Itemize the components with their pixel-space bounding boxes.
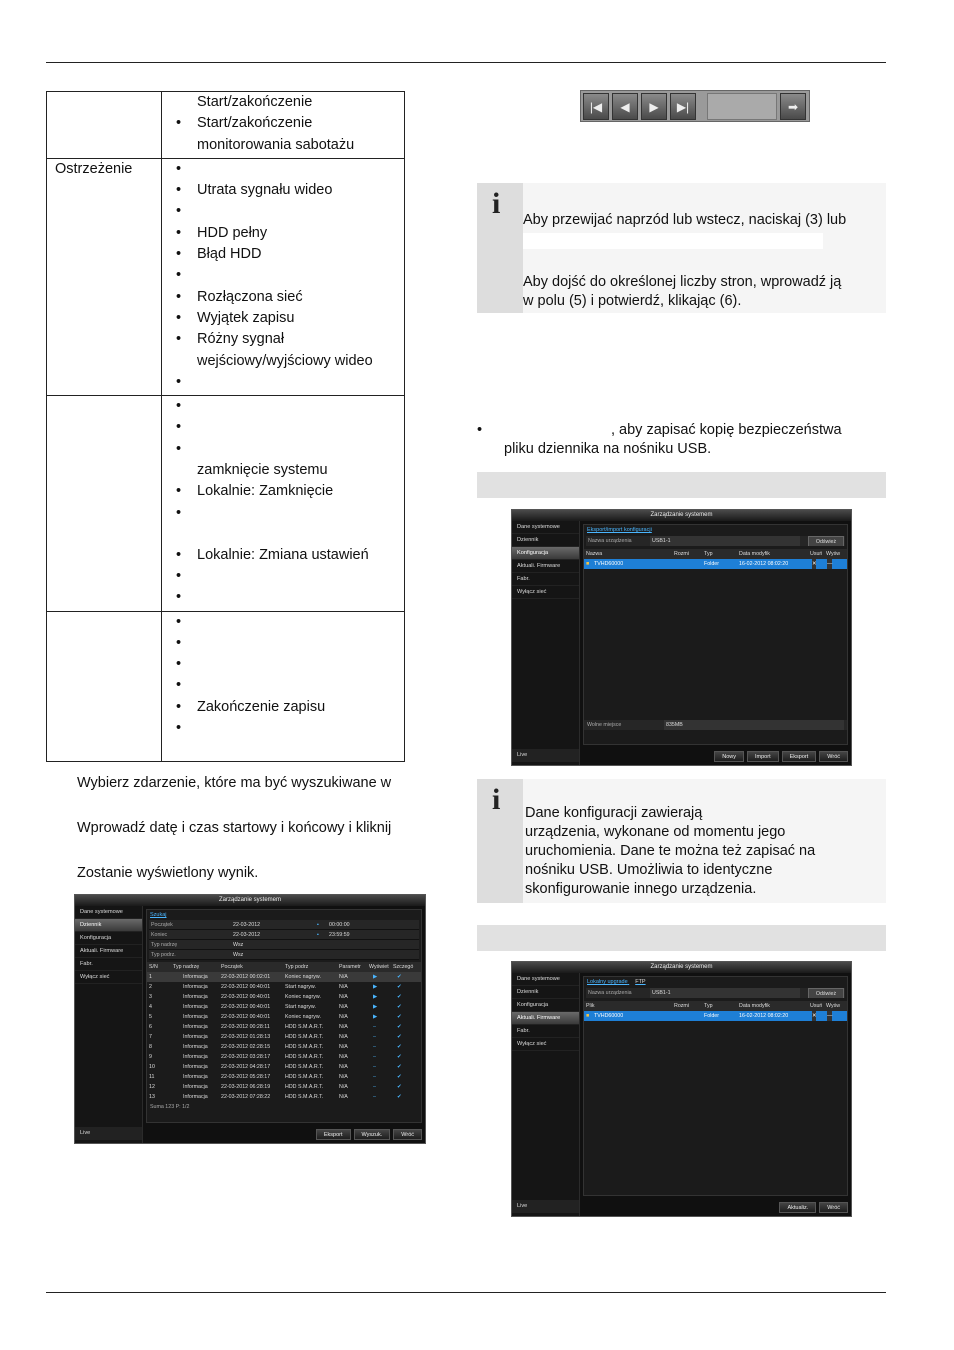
table-cell: 22-03-2012 03:28:17 — [221, 1054, 271, 1060]
delete-icon[interactable]: ✕ — [812, 1013, 817, 1019]
table-row[interactable] — [147, 992, 421, 1002]
play-icon[interactable]: – — [373, 1054, 376, 1060]
sidebar-item-network-off[interactable]: Wyłącz sieć — [75, 971, 142, 984]
table-cell: 5 — [149, 1014, 152, 1020]
table-cell: Informacja — [183, 1074, 208, 1080]
search-field-row[interactable] — [149, 940, 419, 950]
calendar-icon[interactable]: ▪ — [317, 922, 319, 928]
refresh-button[interactable]: Odśwież — [808, 536, 844, 546]
table-cell: 22-03-2012 00:02:01 — [221, 974, 271, 980]
table-cell: Informacja — [183, 1014, 208, 1020]
field-label: Koniec — [151, 932, 168, 938]
table-list-item — [168, 439, 398, 460]
detail-icon[interactable]: ✔ — [397, 1074, 402, 1080]
sidebar-item-factory[interactable]: Fabr. — [75, 958, 142, 971]
live-button[interactable]: Live — [512, 749, 579, 762]
table-cell: 22-03-2012 02:28:15 — [221, 1044, 271, 1050]
play-icon[interactable]: ▶ — [373, 994, 378, 1000]
table-cell: Koniec nagryw. — [285, 994, 321, 1000]
device-label: Nazwa urządzenia — [588, 990, 632, 996]
field-time[interactable]: 00:00:00 — [329, 922, 350, 928]
sidebar-item-log[interactable]: Dziennik — [75, 919, 142, 932]
tab-ftp[interactable]: FTP — [635, 979, 646, 985]
table-cat-4 — [47, 611, 162, 761]
info2-line: urządzenia, wykonane od momentu jego — [525, 824, 786, 840]
table-cell: N/A — [339, 1074, 348, 1080]
table-cell: 13 — [149, 1094, 155, 1100]
page-navigation-bar — [580, 90, 810, 122]
table-cell: 7 — [149, 1034, 152, 1040]
device-select[interactable]: USB1-1 — [650, 536, 800, 546]
table-list-item — [168, 654, 398, 675]
table-row[interactable] — [147, 972, 421, 982]
delete-icon[interactable]: ✕ — [812, 561, 817, 567]
free-space-value: 835MB — [664, 720, 844, 730]
table-cell: HDD S.M.A.R.T. — [285, 1034, 324, 1040]
column-header: Szczegó — [393, 964, 414, 970]
table-list-item — [168, 675, 398, 696]
show-icon[interactable]: — — [827, 561, 833, 567]
export-button[interactable]: Eksport — [782, 751, 817, 762]
search-field-row[interactable] — [149, 930, 419, 940]
table-cell: N/A — [339, 1094, 348, 1100]
table-cell: HDD S.M.A.R.T. — [285, 1074, 324, 1080]
table-cell: TVHD60000 — [594, 561, 624, 567]
column-header: Typ — [704, 1003, 713, 1009]
column-header: Wyśw — [826, 1003, 841, 1009]
detail-icon[interactable]: ✔ — [397, 1014, 402, 1020]
table-list-item: zamknięcie systemu — [197, 462, 328, 479]
search-field-row[interactable] — [149, 920, 419, 930]
table-list-item — [168, 265, 398, 286]
log-search-screenshot — [74, 894, 426, 1144]
table-cell: 9 — [149, 1054, 152, 1060]
import-button[interactable]: Import — [747, 751, 779, 762]
info-box-navigation — [477, 183, 886, 313]
table-list-item — [168, 372, 398, 393]
detail-icon[interactable]: ✔ — [397, 1094, 402, 1100]
table-cell: Informacja — [183, 974, 208, 980]
device-select[interactable]: USB1-1 — [650, 988, 800, 998]
field-value[interactable]: 22-03-2012 — [233, 932, 261, 938]
table-cell: 16-02-2012 08:02:20 — [739, 561, 789, 567]
refresh-button[interactable]: Odśwież — [808, 988, 844, 998]
config-screenshot — [511, 509, 852, 766]
folder-icon: ■ — [586, 561, 590, 567]
table-cell: Start nagryw. — [285, 984, 316, 990]
table-list-item — [168, 159, 398, 180]
info1-line1: Aby przewijać naprzód lub wstecz, naciskaj (3) lub — [523, 212, 847, 228]
search-button[interactable]: Wyszuk. — [354, 1129, 391, 1140]
column-header: Plik — [586, 1003, 595, 1009]
table-list-item: • Rozłączona sieć — [168, 287, 398, 308]
sidebar-item-system-data[interactable]: Dane systemowe — [512, 973, 579, 986]
info2-text — [525, 804, 880, 899]
info2-line: nośniku USB. Umożliwia to identyczne — [525, 862, 773, 878]
export-button[interactable]: Eksport — [316, 1129, 351, 1140]
table-list-item: • Błąd HDD — [168, 244, 398, 265]
table-row[interactable] — [147, 1002, 421, 1012]
show-icon[interactable]: — — [827, 1013, 833, 1019]
table-cell: N/A — [339, 994, 348, 1000]
table-cell: 10 — [149, 1064, 155, 1070]
back-button[interactable]: Wróć — [819, 751, 848, 762]
back-button[interactable]: Wróć — [393, 1129, 422, 1140]
table-cell: 8 — [149, 1044, 152, 1050]
info2-line: uruchomienia. Dane te można też zapisać na — [525, 843, 816, 859]
section-heading-bar-2 — [477, 925, 886, 951]
field-value[interactable]: 22-03-2012 — [233, 922, 261, 928]
table-row[interactable] — [147, 1072, 421, 1082]
table-cell: 2 — [149, 984, 152, 990]
table-cat-1 — [47, 92, 162, 159]
table-list-item — [168, 587, 398, 608]
table-row[interactable] — [147, 1092, 421, 1102]
play-icon[interactable]: – — [373, 1044, 376, 1050]
table-cell: 16-02-2012 08:02:20 — [739, 1013, 789, 1019]
shot-title: Zarządzanie systemem — [75, 895, 425, 906]
shot-title: Zarządzanie systemem — [512, 962, 851, 973]
detail-icon[interactable]: ✔ — [397, 1024, 402, 1030]
para-result: Zostanie wyświetlony wynik. — [77, 865, 259, 881]
table-cell: 6 — [149, 1024, 152, 1030]
column-header: Usuń — [810, 551, 823, 557]
top-rule — [46, 62, 886, 63]
info2-line: Dane konfiguracji zawierają — [525, 805, 703, 821]
bullet-export-text: , aby zapisać kopię bezpieczeństwa — [611, 422, 842, 438]
table-list-item: • HDD pełny — [168, 223, 398, 244]
table-list-item — [168, 396, 398, 417]
field-label: Typ podrz. — [151, 952, 176, 958]
detail-icon[interactable]: ✔ — [397, 1034, 402, 1040]
table-row[interactable] — [147, 1022, 421, 1032]
table-list-item: • Lokalnie: Zmiana ustawień — [168, 545, 398, 566]
table-row[interactable] — [147, 1042, 421, 1052]
tab-local-upgrade[interactable]: Lokalny upgrade — [587, 979, 628, 985]
firmware-screenshot — [511, 961, 852, 1217]
info2-line: skonfigurowanie innego urządzenia. — [525, 881, 757, 897]
table-header — [147, 962, 421, 972]
previous-page-icon[interactable]: ◀ — [612, 93, 638, 120]
column-header: Parametr — [339, 964, 361, 970]
table-cell: N/A — [339, 1034, 348, 1040]
first-page-icon[interactable]: |◀ — [583, 93, 609, 120]
table-cell: 22-03-2012 01:28:13 — [221, 1034, 271, 1040]
detail-icon[interactable]: ✔ — [397, 1084, 402, 1090]
section-heading-bar-1 — [477, 472, 886, 498]
table-list-item — [168, 566, 398, 587]
table-cell: N/A — [339, 1064, 348, 1070]
table-cell: HDD S.M.A.R.T. — [285, 1044, 324, 1050]
column-header: Wyśw — [826, 551, 841, 557]
field-value[interactable]: Wsz — [233, 942, 244, 948]
column-header: Typ podrz — [285, 964, 309, 970]
info1-line3: w polu (5) i potwierdź, klikając (6). — [523, 293, 742, 309]
play-icon[interactable]: – — [373, 1084, 376, 1090]
table-list-item: • Różny sygnał wejściowy/wyjściowy wideo — [168, 329, 398, 372]
column-header: S/N — [149, 964, 158, 970]
table-cell: N/A — [339, 1084, 348, 1090]
device-label: Nazwa urządzenia — [588, 538, 632, 544]
free-space-label: Wolne miejsce — [587, 722, 622, 728]
table-cell: 22-03-2012 05:28:17 — [221, 1074, 271, 1080]
table-list-item: • Utrata sygnału wideo — [168, 180, 398, 201]
bottom-rule — [46, 1292, 886, 1293]
column-header: Data modyfik — [739, 551, 770, 557]
table-list-item — [168, 503, 398, 545]
table-row[interactable] — [147, 1052, 421, 1062]
live-button[interactable]: Live — [75, 1127, 142, 1140]
column-header: Nazwa — [586, 551, 603, 557]
table-list-item — [168, 201, 398, 222]
folder-icon: ■ — [586, 1013, 590, 1019]
sidebar-item-log[interactable]: Dziennik — [512, 534, 579, 547]
sidebar-item-config[interactable]: Konfiguracja — [512, 547, 579, 560]
play-icon[interactable]: – — [373, 1034, 376, 1040]
sidebar-item-system-data[interactable]: Dane systemowe — [512, 521, 579, 534]
table-cell: Folder — [704, 1013, 720, 1019]
search-field-row[interactable] — [149, 950, 419, 960]
table-cell: 22-03-2012 07:28:22 — [221, 1094, 271, 1100]
detail-icon[interactable]: ✔ — [397, 1054, 402, 1060]
table-cell: Informacja — [183, 1084, 208, 1090]
table-list-item — [168, 417, 398, 438]
sidebar-item-config[interactable]: Konfiguracja — [75, 932, 142, 945]
event-type-table — [46, 91, 405, 762]
table-cell: HDD S.M.A.R.T. — [285, 1084, 324, 1090]
detail-icon[interactable]: ✔ — [397, 1004, 402, 1010]
table-cell: 11 — [149, 1074, 155, 1080]
info-box-config — [477, 779, 886, 903]
table-cell: Start nagryw. — [285, 1004, 316, 1010]
table-cell: 1 — [149, 974, 152, 980]
table-cell: N/A — [339, 1054, 348, 1060]
table-list-item — [168, 718, 398, 739]
sidebar-item-factory[interactable]: Fabr. — [512, 573, 579, 586]
table-list-item: Start/zakończenie — [197, 94, 313, 110]
update-button[interactable]: Aktualiz. — [779, 1202, 816, 1213]
sidebar-item-firmware[interactable]: Aktuali. Firmware — [512, 1012, 579, 1025]
table-cell: 22-03-2012 00:40:01 — [221, 1004, 271, 1010]
table-cell: N/A — [339, 984, 348, 990]
detail-icon[interactable]: ✔ — [397, 974, 402, 980]
sidebar-item-network-off[interactable]: Wyłącz sieć — [512, 586, 579, 599]
table-cell: Koniec nagryw. — [285, 974, 321, 980]
table-cell: HDD S.M.A.R.T. — [285, 1094, 324, 1100]
column-header: Rozmi — [674, 1003, 690, 1009]
shot-sidebar — [512, 973, 580, 1216]
sidebar-item-network-off[interactable]: Wyłącz sieć — [512, 1038, 579, 1051]
table-cell: N/A — [339, 1024, 348, 1030]
table-row[interactable] — [147, 1012, 421, 1022]
table-cell: Informacja — [183, 1064, 208, 1070]
shot-sidebar — [512, 521, 580, 765]
table-header — [584, 549, 847, 559]
table-cell: 3 — [149, 994, 152, 1000]
sidebar-item-factory[interactable]: Fabr. — [512, 1025, 579, 1038]
detail-icon[interactable]: ✔ — [397, 984, 402, 990]
info-icon: i — [477, 183, 523, 313]
table-list-item — [168, 612, 398, 633]
column-header: Rozmi — [674, 551, 690, 557]
play-icon[interactable]: ▶ — [373, 1004, 378, 1010]
tab-export-import[interactable]: Eksport/import konfiguracji — [587, 527, 652, 533]
bullet-export-text2: pliku dziennika na nośniku USB. — [504, 441, 712, 457]
sidebar-item-firmware[interactable]: Aktuali. Firmware — [512, 560, 579, 573]
info1-white-strip — [523, 233, 823, 249]
table-cell: N/A — [339, 1014, 348, 1020]
table-cell: Informacja — [183, 984, 208, 990]
table-cell: Informacja — [183, 1034, 208, 1040]
back-button[interactable]: Wróć — [819, 1202, 848, 1213]
table-cell: N/A — [339, 1044, 348, 1050]
table-cat-warning: Ostrzeżenie — [47, 158, 162, 395]
para-enter-date: Wprowadź datę i czas startowy i końcowy i kliknij — [77, 820, 392, 836]
play-icon[interactable]: – — [373, 1074, 376, 1080]
field-label: Początek — [151, 922, 173, 928]
column-header: Typ — [704, 551, 713, 557]
table-list-item: • Zakończenie zapisu — [168, 697, 398, 718]
table-cell: N/A — [339, 974, 348, 980]
column-header: Wyświet — [369, 964, 389, 970]
table-cell: Informacja — [183, 994, 208, 1000]
table-cell: Koniec nagryw. — [285, 1014, 321, 1020]
tab-search[interactable]: Szukaj — [150, 912, 167, 918]
play-icon[interactable]: – — [373, 1064, 376, 1070]
table-header — [584, 1001, 847, 1011]
table-cell: 22-03-2012 00:40:01 — [221, 994, 271, 1000]
play-icon[interactable]: – — [373, 1024, 376, 1030]
table-list-item: • Lokalnie: Zamknięcie — [168, 481, 398, 502]
sidebar-item-system-data[interactable]: Dane systemowe — [75, 906, 142, 919]
table-cell: 22-03-2012 00:40:01 — [221, 1014, 271, 1020]
table-cell: HDD S.M.A.R.T. — [285, 1024, 324, 1030]
table-cell: HDD S.M.A.R.T. — [285, 1054, 324, 1060]
play-icon[interactable]: ▶ — [373, 974, 378, 980]
table-cell: 12 — [149, 1084, 155, 1090]
detail-icon[interactable]: ✔ — [397, 1044, 402, 1050]
table-cell: 4 — [149, 1004, 152, 1010]
table-cell: HDD S.M.A.R.T. — [285, 1064, 324, 1070]
table-list-item: • Wyjątek zapisu — [168, 308, 398, 329]
table-row[interactable] — [147, 1032, 421, 1042]
table-cell: 22-03-2012 00:28:11 — [221, 1024, 270, 1030]
column-header: Początek — [221, 964, 243, 970]
new-button[interactable]: Nowy — [714, 751, 744, 762]
table-cell: 22-03-2012 04:28:17 — [221, 1064, 271, 1070]
table-cell: N/A — [339, 1004, 348, 1010]
field-time[interactable]: 23:59:59 — [329, 932, 350, 938]
field-label: Typ nadrzę — [151, 942, 178, 948]
table-list-item — [168, 633, 398, 654]
para-select-event: Wybierz zdarzenie, które ma być wyszukiwane w — [77, 775, 392, 791]
column-header: Usuń — [810, 1003, 823, 1009]
table-row[interactable] — [584, 559, 847, 569]
detail-icon[interactable]: ✔ — [397, 1064, 402, 1070]
play-icon[interactable]: ▶ — [373, 1014, 378, 1020]
sidebar-item-log[interactable]: Dziennik — [512, 986, 579, 999]
column-header: Typ nadrzę — [173, 964, 200, 970]
table-footer: Suma 123 P: 1/2 — [150, 1104, 190, 1110]
sidebar-item-firmware[interactable]: Aktuali. Firmware — [75, 945, 142, 958]
play-icon[interactable]: ▶ — [373, 984, 378, 990]
table-cell: Informacja — [183, 1024, 208, 1030]
shot-sidebar — [75, 906, 143, 1143]
table-row[interactable] — [147, 1082, 421, 1092]
table-row[interactable] — [147, 982, 421, 992]
table-cell: Informacja — [183, 1044, 208, 1050]
table-cat-3 — [47, 396, 162, 611]
table-cell: 22-03-2012 00:40:01 — [221, 984, 271, 990]
sidebar-item-config[interactable]: Konfiguracja — [512, 999, 579, 1012]
table-cell: Folder — [704, 561, 720, 567]
go-arrow-icon[interactable]: ➡ — [780, 93, 806, 120]
info-icon: i — [477, 779, 523, 903]
live-button[interactable]: Live — [512, 1200, 579, 1213]
table-cell: Informacja — [183, 1094, 208, 1100]
table-row[interactable] — [147, 1062, 421, 1072]
table-row[interactable] — [584, 1011, 847, 1021]
field-value[interactable]: Wsz — [233, 952, 244, 958]
detail-icon[interactable]: ✔ — [397, 994, 402, 1000]
shot-title: Zarządzanie systemem — [512, 510, 851, 521]
table-cell: 22-03-2012 06:28:19 — [221, 1084, 271, 1090]
table-cell: Informacja — [183, 1054, 208, 1060]
info1-line2: Aby dojść do określonej liczby stron, wprowadź ją — [523, 274, 842, 290]
table-list-item: • Start/zakończenie monitorowania sabotażu — [168, 113, 398, 156]
column-header: Data modyfik — [739, 1003, 770, 1009]
last-page-icon[interactable]: ▶| — [670, 93, 696, 120]
page-number-input[interactable] — [707, 93, 777, 120]
next-page-icon[interactable]: ▶ — [641, 93, 667, 120]
table-cell: Informacja — [183, 1004, 208, 1010]
table-cell: TVHD60000 — [594, 1013, 624, 1019]
calendar-icon[interactable]: ▪ — [317, 932, 319, 938]
play-icon[interactable]: – — [373, 1094, 376, 1100]
bullet-export: • , aby zapisać kopię bezpieczeństwa pliku dziennika na nośniku USB. — [477, 422, 842, 457]
